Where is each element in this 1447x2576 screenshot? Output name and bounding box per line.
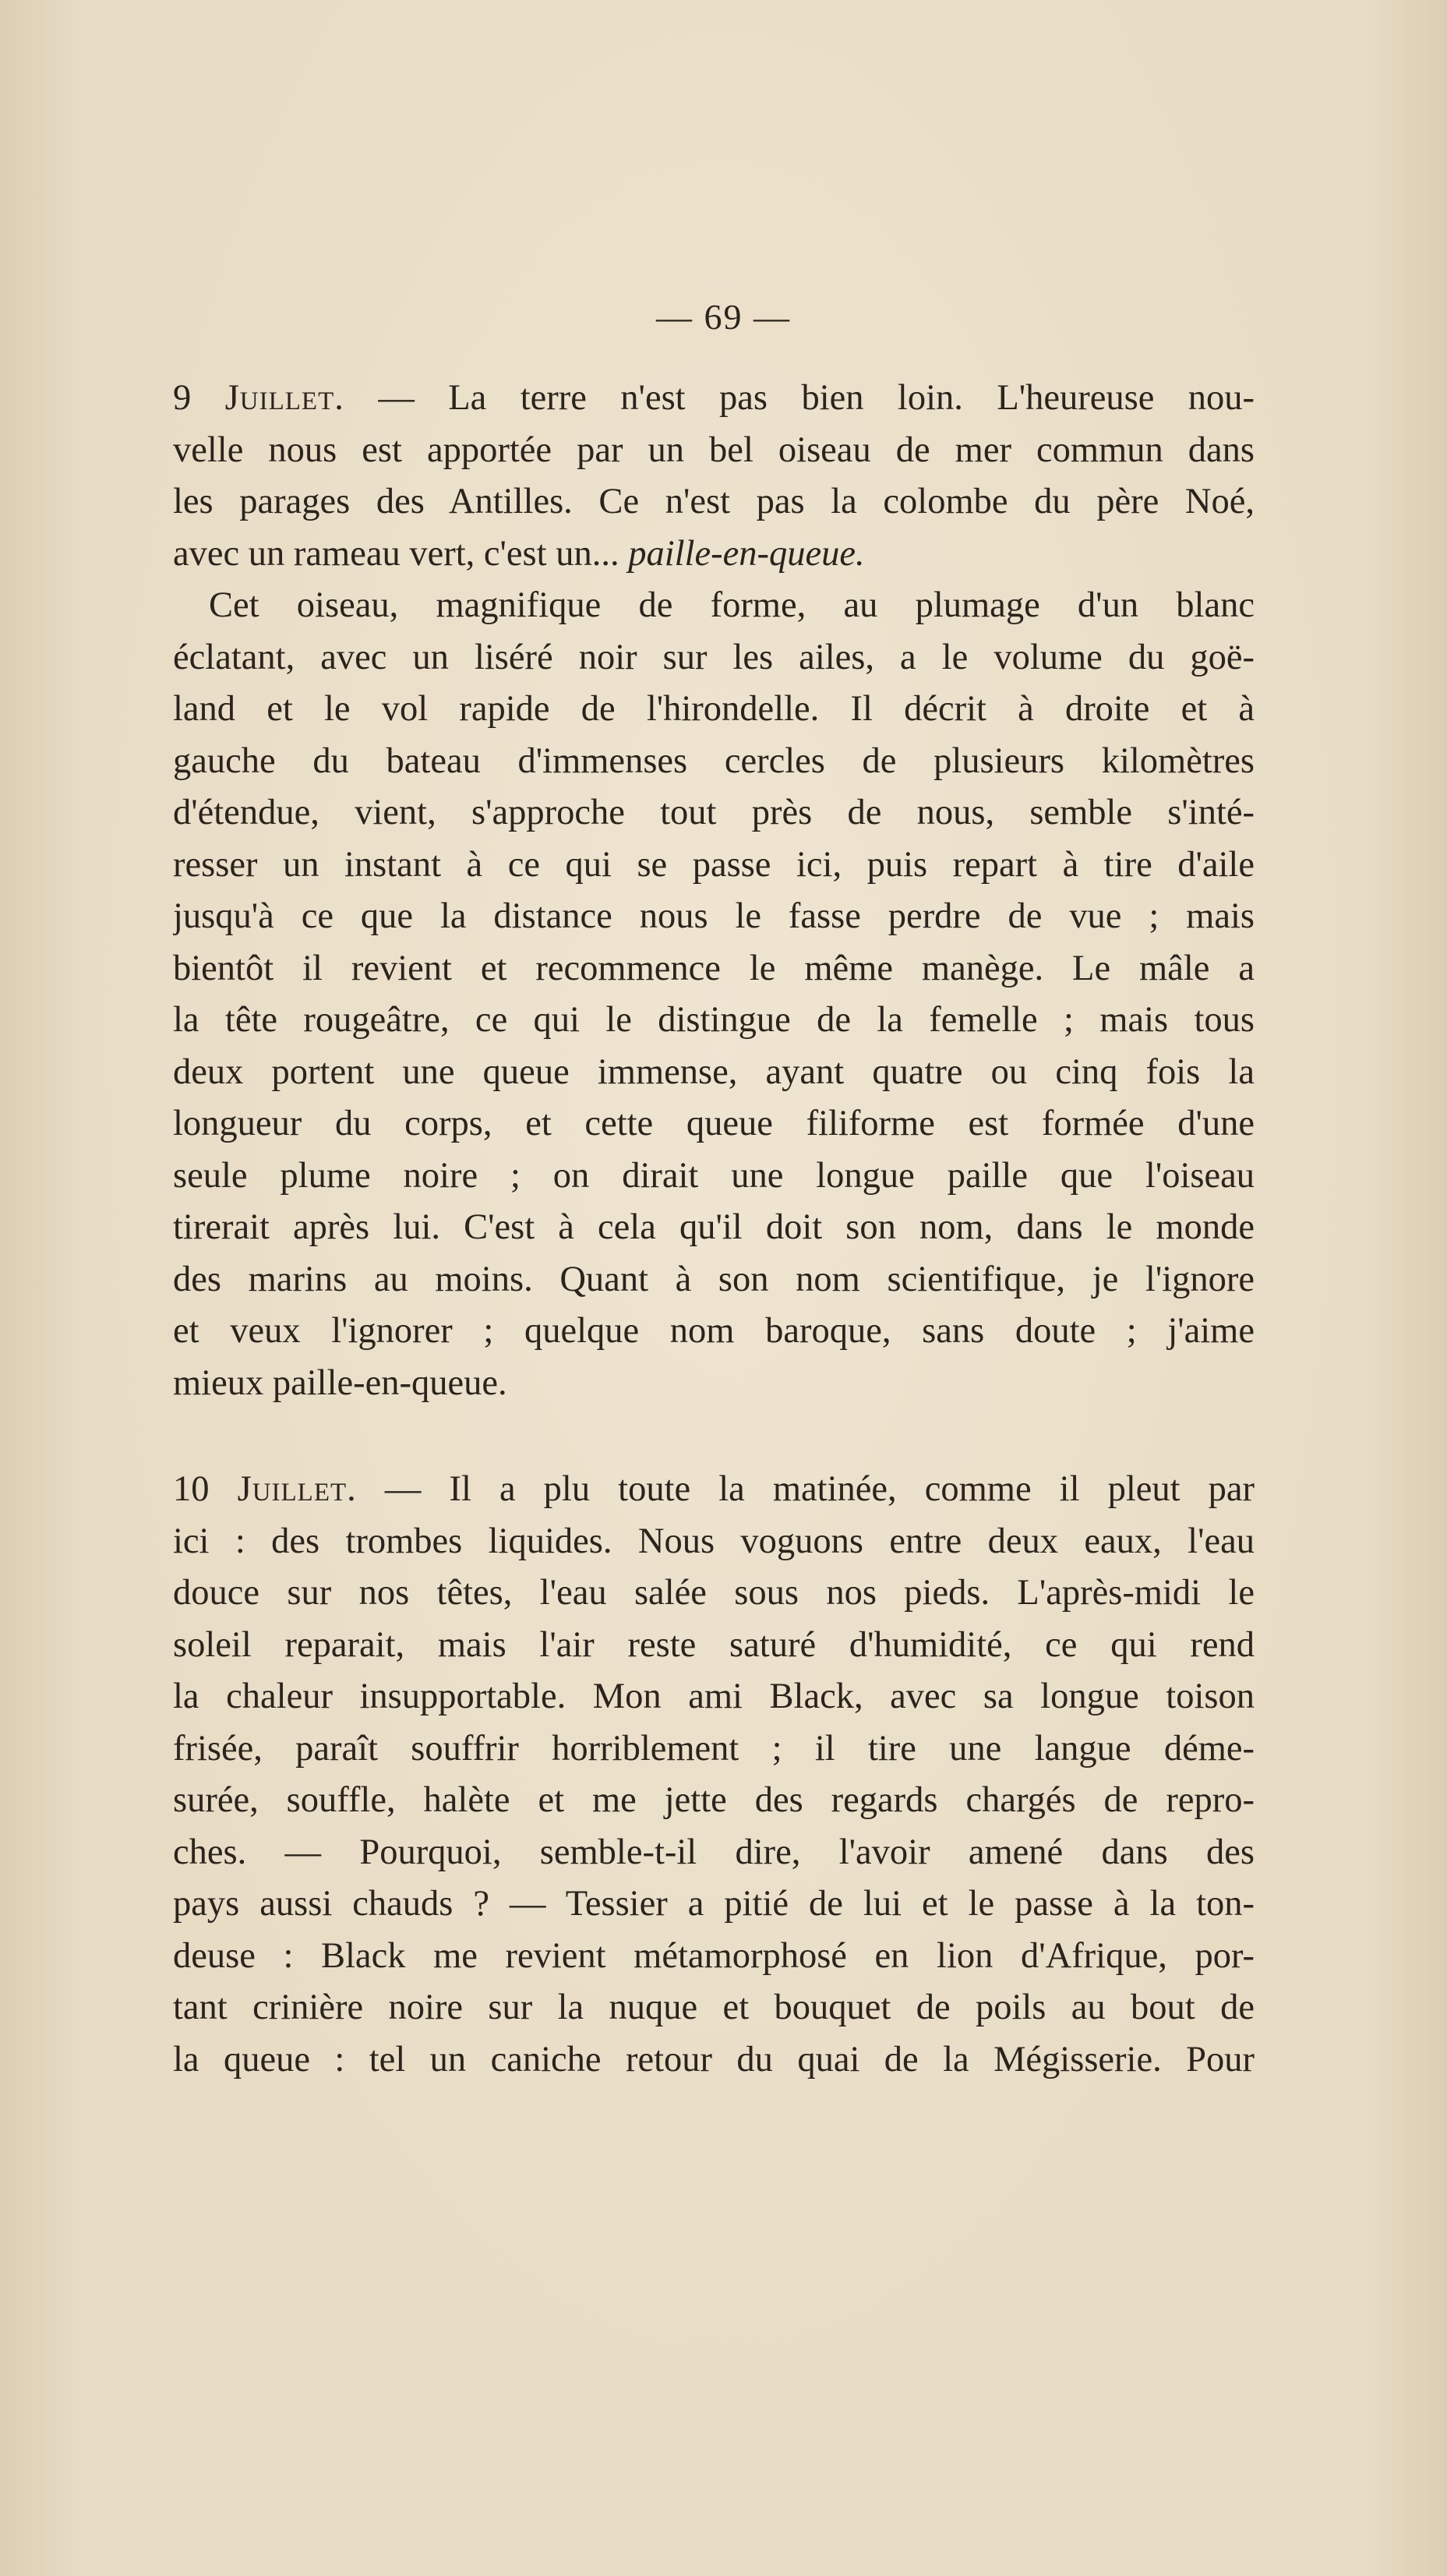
text-line: douce sur nos têtes, l'eau salée sous nos pieds. L'après-midi le: [173, 1573, 1255, 1613]
text-line: surée, souffle, halète et me jette des regards chargés de repro-: [173, 1780, 1255, 1820]
text-line: Cet oiseau, magnifique de forme, au plumage d'un blanc: [209, 585, 1255, 625]
text-line: jusqu'à ce que la distance nous le fasse perdre de vue ; mais: [173, 896, 1255, 936]
entry-date-month: Juillet.: [224, 378, 344, 418]
text-line: resser un instant à ce qui se passe ici, puis repart à tire d'aile: [173, 844, 1255, 885]
text-line: et veux l'ignorer ; quelque nom baroque, sans doute ; j'aime: [173, 1311, 1255, 1351]
text-line: tant crinière noire sur la nuque et bouquet de poils au bout de: [173, 1988, 1255, 2027]
text-line: la tête rougeâtre, ce qui le distingue de la femelle ; mais tous: [173, 1000, 1255, 1040]
text-line: d'étendue, vient, s'approche tout près de nous, semble s'inté-: [173, 793, 1255, 832]
text-line: ici : des trombes liquides. Nous voguons entre deux eaux, l'eau: [173, 1521, 1255, 1561]
entry-gap: [173, 1409, 1255, 1464]
text-line: avec un rameau vert, c'est un... paille-en-queue.: [173, 533, 865, 574]
text-line: la queue : tel un caniche retour du quai de la Mégisserie. Pour: [173, 2039, 1255, 2080]
text-line: mieux paille-en-queue.: [173, 1362, 507, 1403]
text-line: tirerait après lui. C'est à cela qu'il doit son nom, dans le monde: [173, 1207, 1255, 1247]
text-line: gauche du bateau d'immenses cercles de plusieurs kilomètres: [173, 740, 1255, 781]
text-line: bientôt il revient et recommence le même manège. Le mâle a: [173, 948, 1255, 988]
text-line: pays aussi chauds ? — Tessier a pitié de lui et le passe à la ton-: [173, 1884, 1255, 1924]
italic-term: paille-en-queue.: [628, 533, 865, 574]
text-line: les parages des Antilles. Ce n'est pas la colombe du père Noé,: [173, 482, 1255, 521]
text-line: 10 Juillet. — Il a plu toute la matinée, comme il pleut par: [173, 1469, 1255, 1509]
entry-date-number: 10: [173, 1469, 210, 1509]
text-line: soleil reparait, mais l'air reste saturé d'humidité, ce qui rend: [173, 1624, 1255, 1665]
text-line: seule plume noire ; on dirait une longue paille que l'oiseau: [173, 1155, 1255, 1196]
text-line: éclatant, avec un liséré noir sur les ailes, a le volume du goë-: [173, 637, 1255, 677]
text-line: la chaleur insupportable. Mon ami Black, avec sa longue toison: [173, 1677, 1255, 1716]
page-number: — 69 —: [656, 297, 791, 337]
text-line: land et le vol rapide de l'hirondelle. Il décrit à droite et à: [173, 689, 1255, 729]
text-line: deux portent une queue immense, ayant quatre ou cinq fois la: [173, 1051, 1255, 1092]
text-line: des marins au moins. Quant à son nom scientifique, je l'ignore: [173, 1259, 1255, 1299]
text-column: [173, 373, 1255, 2086]
entry-date-number: 9: [173, 378, 192, 418]
text-line: frisée, paraît souffrir horriblement ; il tire une langue déme-: [173, 1728, 1255, 1769]
text-line: ches. — Pourquoi, semble-t-il dire, l'avoir amené dans des: [173, 1832, 1255, 1872]
text-line: deuse : Black me revient métamorphosé en lion d'Afrique, por-: [173, 1935, 1255, 1976]
text-line: longueur du corps, et cette queue filiforme est formée d'une: [173, 1104, 1255, 1143]
text-line: velle nous est apportée par un bel oiseau de mer commun dans: [173, 429, 1255, 470]
text-line: 9 Juillet. — La terre n'est pas bien loin. L'heureuse nou-: [173, 378, 1255, 418]
entry-date-month: Juillet.: [237, 1469, 357, 1509]
